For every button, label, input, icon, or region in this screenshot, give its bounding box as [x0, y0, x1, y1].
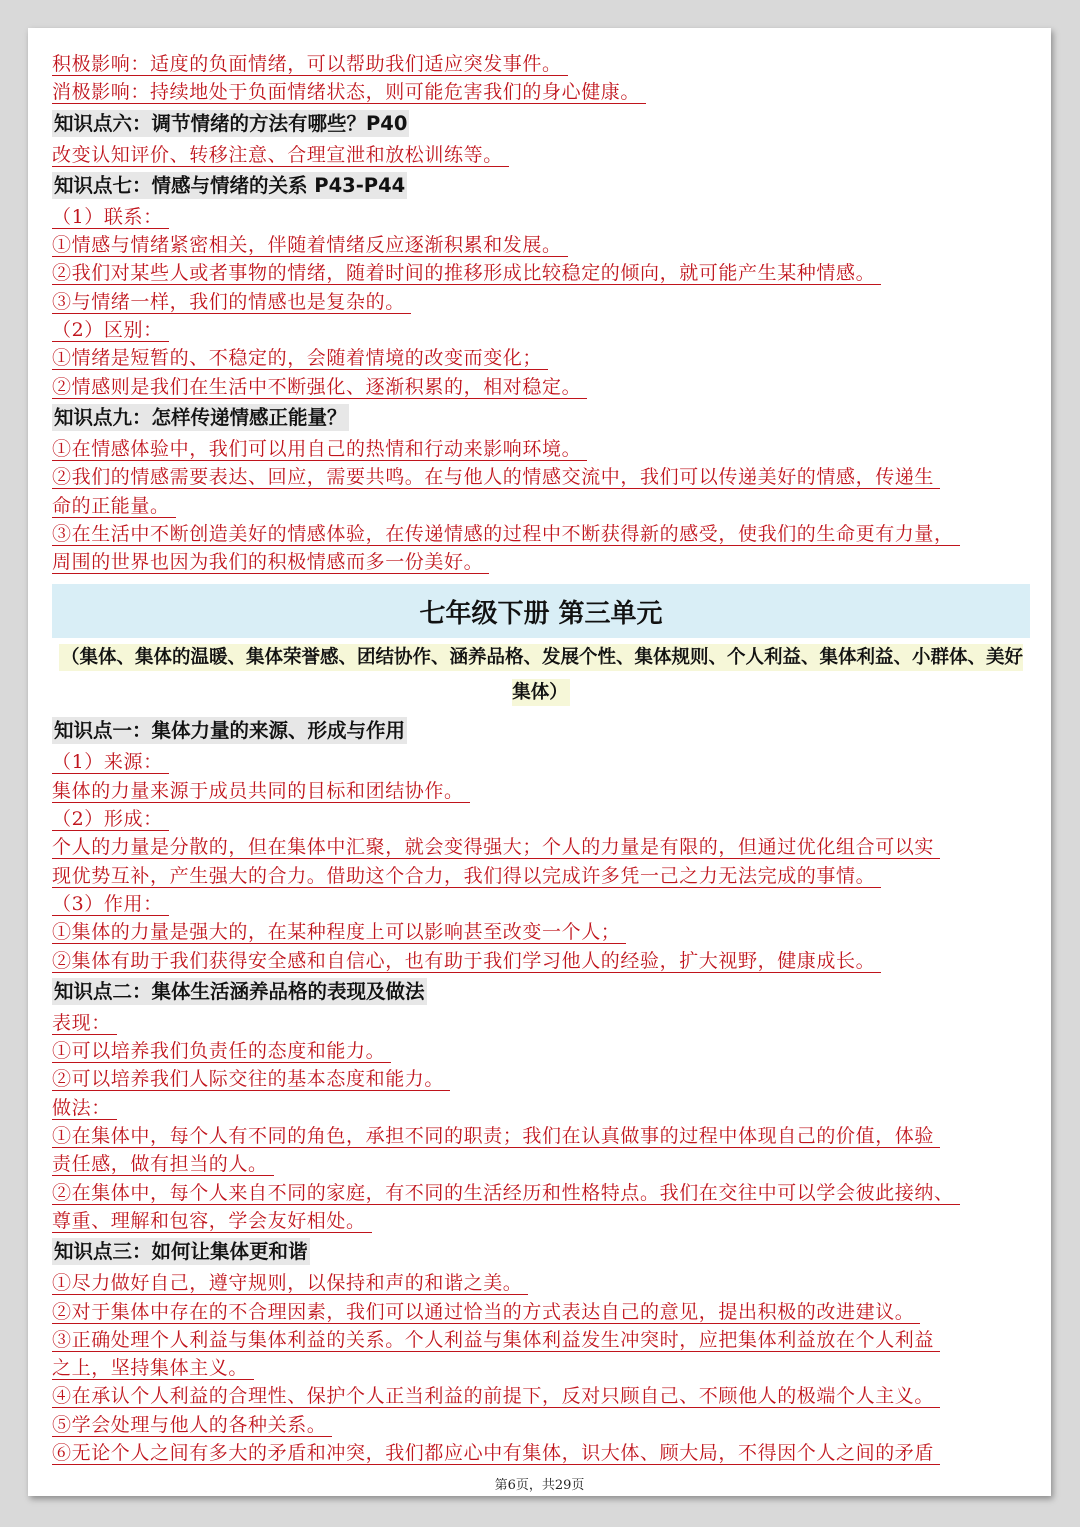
text-line: （2）形成： — [52, 805, 1030, 833]
text-line: ⑤学会处理与他人的各种关系。 — [52, 1411, 1030, 1439]
text-line: ②情感则是我们在生活中不断强化、逐渐积累的，相对稳定。 — [52, 373, 1030, 401]
text-line: ①可以培养我们负责任的态度和能力。 — [52, 1037, 1030, 1065]
document-page — [28, 28, 1051, 1496]
text-line: ①情感与情绪紧密相关，伴随着情绪反应逐渐积累和发展。 — [52, 231, 1030, 259]
text-line: 做法： — [52, 1094, 1030, 1122]
section-heading: 知识点一：集体力量的来源、形成与作用 — [54, 719, 406, 743]
text-line: ②我们对某些人或者事物的情绪，随着时间的推移形成比较稳定的倾向，就可能产生某种情感。 — [52, 259, 1030, 287]
text-line: （2）区别： — [52, 316, 1030, 344]
text-line: ①情绪是短暂的、不稳定的，会随着情境的改变而变化； — [52, 344, 1030, 372]
text-line: 表现： — [52, 1009, 1030, 1037]
text-line: （1）来源： — [52, 748, 1030, 776]
text-line: 命的正能量。 — [52, 492, 1030, 520]
text-line: ①在情感体验中，我们可以用自己的热情和行动来影响环境。 — [52, 435, 1030, 463]
text-line: ①尽力做好自己，遵守规则，以保持和声的和谐之美。 — [52, 1269, 1030, 1297]
text-line: ②对于集体中存在的不合理因素，我们可以通过恰当的方式表达自己的意见，提出积极的改进建议。 — [52, 1298, 1030, 1326]
text-line: 积极影响：适度的负面情绪，可以帮助我们适应突发事件。 — [52, 50, 1030, 78]
text-line: 责任感，做有担当的人。 — [52, 1150, 1030, 1178]
text-line: ②我们的情感需要表达、回应，需要共鸣。在与他人的情感交流中，我们可以传递美好的情感，传递生 — [52, 463, 1030, 491]
text-line: 尊重、理解和包容，学会友好相处。 — [52, 1207, 1030, 1235]
text-line: ②在集体中，每个人来自不同的家庭，有不同的生活经历和性格特点。我们在交往中可以学会彼此接纳、 — [52, 1179, 1030, 1207]
text-line: 周围的世界也因为我们的积极情感而多一份美好。 — [52, 548, 1030, 576]
section-heading: 知识点九：怎样传递情感正能量？ — [54, 405, 347, 429]
text-line: ②集体有助于我们获得安全感和自信心，也有助于我们学习他人的经验，扩大视野，健康成长。 — [52, 947, 1030, 975]
unit-keywords: （集体、集体的温暖、集体荣誉感、团结协作、涵养品格、发展个性、集体规则、个人利益、集体利益、小群体、美好集体） — [52, 640, 1030, 710]
unit-title-banner: 七年级下册 第三单元 — [52, 584, 1030, 638]
text-line: 改变认知评价、转移注意、合理宣泄和放松训练等。 — [52, 141, 1030, 169]
text-line: ③在生活中不断创造美好的情感体验，在传递情感的过程中不断获得新的感受，使我们的生命更有力量， — [52, 520, 1030, 548]
section-heading: 知识点三：如何让集体更和谐 — [54, 1240, 308, 1264]
text-line: ②可以培养我们人际交往的基本态度和能力。 — [52, 1065, 1030, 1093]
section-heading: 知识点七：情感与情绪的关系 P43-P44 — [54, 173, 406, 197]
text-line: ⑥无论个人之间有多大的矛盾和冲突，我们都应心中有集体，识大体、顾大局，不得因个人之间的矛盾 — [52, 1439, 1030, 1467]
text-line: ④在承认个人利益的合理性、保护个人正当利益的前提下，反对只顾自己、不顾他人的极端个人主义。 — [52, 1382, 1030, 1410]
text-line: ③正确处理个人利益与集体利益的关系。个人利益与集体利益发生冲突时，应把集体利益放在个人利益 — [52, 1326, 1030, 1354]
text-line: （1）联系： — [52, 203, 1030, 231]
section-heading: 知识点六：调节情绪的方法有哪些？P40 — [54, 111, 408, 135]
text-line: ①在集体中，每个人有不同的角色，承担不同的职责；我们在认真做事的过程中体现自己的价值，体验 — [52, 1122, 1030, 1150]
text-line: ③与情绪一样，我们的情感也是复杂的。 — [52, 288, 1030, 316]
text-line: 消极影响：持续地处于负面情绪状态，则可能危害我们的身心健康。 — [52, 78, 1030, 106]
text-line: 集体的力量来源于成员共同的目标和团结协作。 — [52, 777, 1030, 805]
page-content — [52, 50, 1030, 1467]
text-line: ①集体的力量是强大的，在某种程度上可以影响甚至改变一个人； — [52, 918, 1030, 946]
page-number-footer: 第6页，共29页 — [494, 1478, 585, 1493]
text-line: （3）作用： — [52, 890, 1030, 918]
section-heading: 知识点二：集体生活涵养品格的表现及做法 — [54, 979, 425, 1003]
text-line: 个人的力量是分散的，但在集体中汇聚，就会变得强大；个人的力量是有限的，但通过优化组合可以实 — [52, 833, 1030, 861]
text-line: 现优势互补，产生强大的合力。借助这个合力，我们得以完成许多凭一己之力无法完成的事情。 — [52, 862, 1030, 890]
text-line: 之上，坚持集体主义。 — [52, 1354, 1030, 1382]
